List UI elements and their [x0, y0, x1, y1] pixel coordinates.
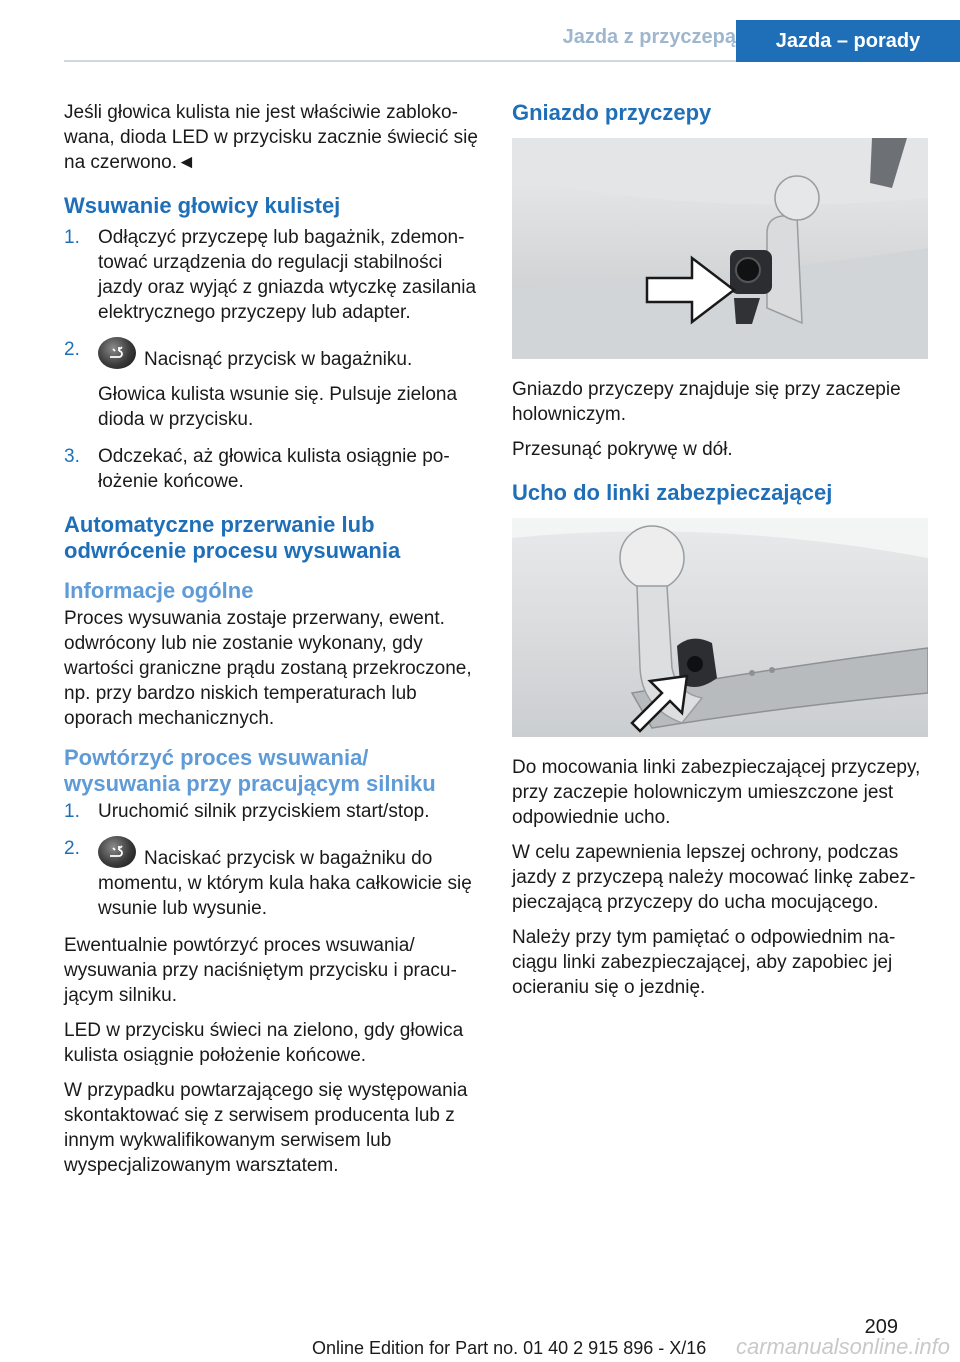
alt-paragraph: Ewentualnie powtórzyć proces wsuwania/ wysuwania przy naciśniętym przycisku i pracującym silniku. — [64, 935, 457, 1006]
heading-general-info: Informacje ogólne — [64, 578, 254, 603]
list-item — [64, 836, 482, 921]
intro-paragraph: Jeśli głowica kulista nie jest właściwie zablokowana, dioda LED w przycisku zacznie świecić się na czerwono.◄ — [64, 102, 478, 173]
chapter-tab: Jazda – porady — [736, 20, 960, 62]
step-number: 2. — [64, 838, 80, 859]
page-footer — [0, 1300, 960, 1362]
heading-retract: Wsuwanie głowicy kulistej — [64, 193, 341, 218]
step-number: 2. — [64, 339, 80, 360]
page-header — [64, 20, 960, 62]
edition-line: Online Edition for Part no. 01 40 2 915 896 - X/16 — [312, 1338, 707, 1358]
list-item — [64, 225, 482, 325]
repeat-paragraph: W przypadku powtarzającego się występowania skontaktować się z serwisem producenta lub z innym wykwalifikowanym serwisem lub wyspecjalizowanym warsztatem. — [64, 1080, 468, 1176]
retract-steps — [64, 225, 482, 494]
header-rule — [64, 60, 736, 62]
list-item — [64, 337, 482, 432]
heading-auto-interrupt: Automatyczne przerwanie lub odwrócenie procesu wysuwania — [64, 512, 401, 563]
list-item — [64, 444, 482, 494]
right-column — [512, 100, 928, 1010]
step-text: Naciskać przycisk w bagażniku do momentu, w którym kula haka całkowicie się wsunie lub wysunie. — [98, 848, 472, 919]
heading-trailer-socket: Gniazdo przyczepy — [512, 100, 712, 125]
trailer-socket-image — [512, 138, 928, 359]
step-text: Odłączyć przyczepę lub bagażnik, zdemontować urządzenia do regulacji stabilności jazdy oraz wyjąć z gniazda wtyczkę zasilania elektrycznego przyczepy lub adapter. — [98, 227, 477, 323]
led-paragraph: LED w przycisku świeci na zielono, gdy głowica kulista osiągnie położenie końcowe. — [64, 1020, 464, 1066]
left-column — [64, 100, 482, 1188]
eye-paragraph-1: Do mocowania linki zabezpieczającej przyczepy, przy zaczepie holowniczym umieszczone jest odpowiednie ucho. — [512, 757, 921, 828]
socket-paragraph-1: Gniazdo przyczepy znajduje się przy zaczepie holowniczym. — [512, 379, 901, 425]
tow-hitch-button-icon — [98, 836, 136, 868]
eye-paragraph-2: W celu zapewnienia lepszej ochrony, podczas jazdy z przyczepą należy mocować linkę zabezpieczającą przyczepy do ucha mocującego. — [512, 842, 916, 913]
tow-hitch-button-icon — [98, 337, 136, 369]
step-text: Uruchomić silnik przyciskiem start/stop. — [98, 801, 430, 822]
step-number: 1. — [64, 801, 80, 822]
step-text: Odczekać, aż głowica kulista osiągnie położenie końcowe. — [98, 446, 450, 492]
site-watermark: carmanualsonline.info — [735, 1334, 950, 1359]
socket-paragraph-2: Przesunąć pokrywę w dół. — [512, 439, 733, 460]
eye-paragraph-3: Należy przy tym pamiętać o odpowiednim naciągu linki zabezpieczającej, aby zapobiec jej ocieraniu się o jezdnię. — [512, 927, 896, 998]
heading-repeat-process: Powtórzyć proces wsuwania/ wysuwania przy pracującym silniku — [64, 745, 436, 796]
repeat-steps — [64, 799, 482, 921]
heading-safety-eye: Ucho do linki zabezpieczającej — [512, 480, 833, 505]
step-subtext: Głowica kulista wsunie się. Pulsuje zielona dioda w przycisku. — [98, 384, 458, 430]
list-item — [64, 799, 482, 824]
step-number: 3. — [64, 446, 80, 467]
page-number: 209 — [864, 1316, 898, 1338]
safety-eye-image — [512, 518, 928, 737]
section-tab: Jazda z przyczepą — [562, 26, 736, 48]
step-text: Nacisnąć przycisk w bagażniku. — [144, 349, 413, 370]
step-number: 1. — [64, 227, 80, 248]
general-paragraph: Proces wysuwania zostaje przerwany, ewent. odwrócony lub nie zostanie wykonany, gdy wartości graniczne prądu zostaną przekroczone, np. przy bardzo niskich temperaturach lub oporach mechanicznych. — [64, 608, 472, 729]
